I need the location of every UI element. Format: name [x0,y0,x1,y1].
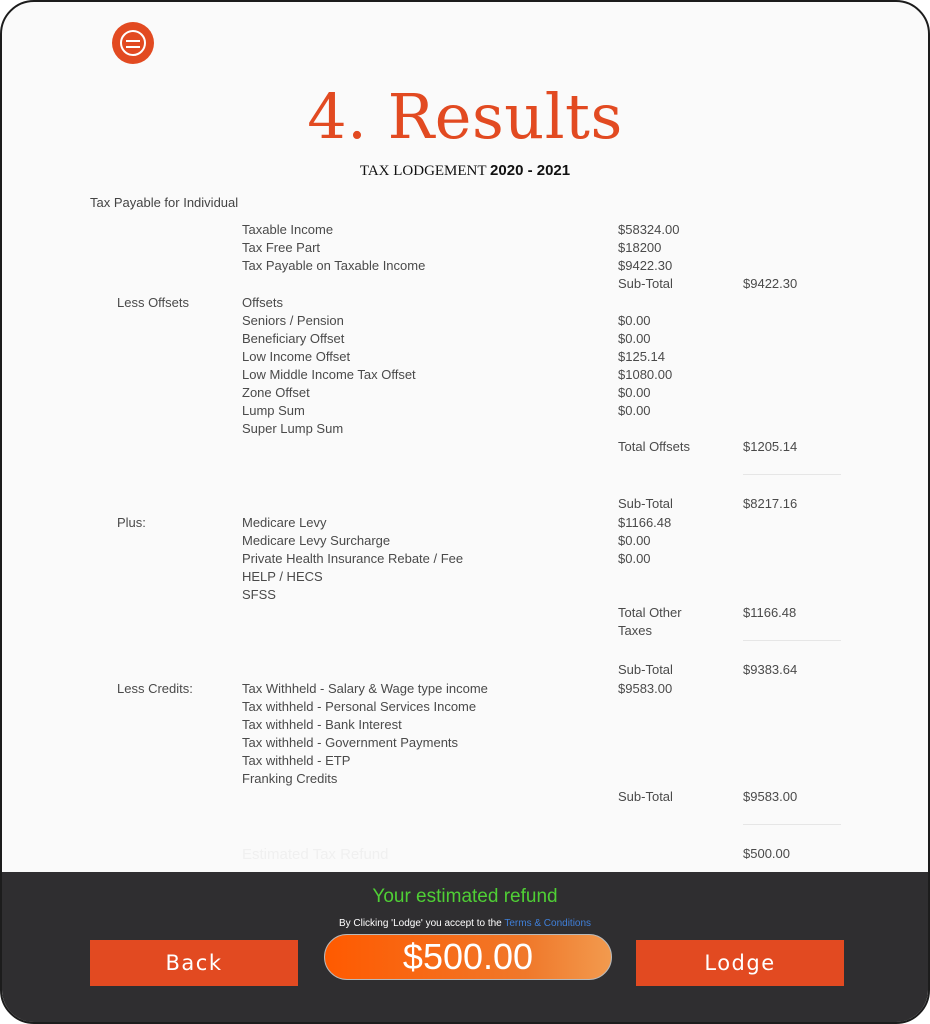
row-label: Tax withheld - Government Payments [242,735,459,750]
total-offsets-value: $1205.14 [743,439,798,454]
group-label-less-credits: Less Credits: [117,681,193,696]
row-value: $1166.48 [618,515,672,530]
terms-prefix: By Clicking 'Lodge' you accept to the [338,918,505,929]
row-label: Low Income Offset [242,349,351,364]
row-label: Zone Offset [242,385,310,400]
total-offsets-label: Total Offsets [618,439,691,454]
estimated-refund-value: $500.00 [743,846,790,861]
row-label: Private Health Insurance Rebate / Fee [242,551,464,566]
row-label: Tax withheld - Personal Services Income [242,699,477,714]
subtotal-label: Sub-Total [618,276,673,291]
row-value: $0.00 [618,533,651,548]
row-label: Medicare Levy [242,515,327,530]
subtotal-label: Sub-Total [618,496,673,511]
subtotal-value: $9583.00 [743,789,798,804]
row-value: $9583.00 [618,681,673,696]
estimated-refund-label: Estimated Tax Refund [242,846,389,863]
hamburger-menu-icon [120,30,146,56]
subtotal-value: $9383.64 [743,662,798,677]
lodge-button[interactable]: Lodge [636,940,844,986]
row-label: Tax Free Part [242,240,321,255]
row-label: Offsets [242,295,283,310]
menu-button[interactable] [112,22,154,64]
group-label-plus: Plus: [117,515,146,530]
total-other-taxes-label: Total Other [618,605,682,620]
subtotal-label: Sub-Total [618,662,673,677]
row-label: Medicare Levy Surcharge [242,533,391,548]
row-label: HELP / HECS [242,569,323,584]
row-value: $58324.00 [618,222,680,237]
row-label: Beneficiary Offset [242,331,345,346]
row-value: $0.00 [618,331,651,346]
row-value: $18200 [618,240,662,255]
subtitle-year: 2020 - 2021 [490,162,571,179]
row-value: $0.00 [618,551,651,566]
row-label: Lump Sum [242,403,305,418]
row-label: Franking Credits [242,771,338,786]
subtotal-value: $8217.16 [743,496,798,511]
group-label-less-offsets: Less Offsets [117,295,190,310]
row-value: $125.14 [618,349,665,364]
page-subtitle [2,162,928,180]
row-value: $9422.30 [618,258,673,273]
divider [743,824,841,825]
row-label: SFSS [242,587,276,602]
back-button[interactable]: Back [90,940,298,986]
row-label: Tax withheld - Bank Interest [242,717,402,732]
terms-link[interactable]: Terms & Conditions [504,918,592,929]
row-label: Tax Payable on Taxable Income [242,258,426,273]
total-other-taxes-label-2: Taxes [618,623,652,638]
page-title: 4. Results [307,80,623,153]
row-label: Seniors / Pension [242,313,344,328]
subtotal-value: $9422.30 [743,276,798,291]
row-label: Super Lump Sum [242,421,344,436]
row-value: $1080.00 [618,367,673,382]
divider [743,474,841,475]
row-value: $0.00 [618,313,651,328]
terms-notice [2,918,928,929]
subtitle-prefix: TAX LODGEMENT [359,163,491,179]
row-label: Tax withheld - ETP [242,753,351,768]
row-label: Taxable Income [242,222,334,237]
row-label: Low Middle Income Tax Offset [242,367,416,382]
refund-amount-display: $500.00 [324,934,612,980]
estimated-refund-heading: Your estimated refund [372,886,558,907]
total-other-taxes-value: $1166.48 [743,605,797,620]
row-value: $0.00 [618,385,651,400]
row-value: $0.00 [618,403,651,418]
section-title: Tax Payable for Individual [90,195,239,210]
subtotal-label: Sub-Total [618,789,673,804]
divider [743,640,841,641]
row-label: Tax Withheld - Salary & Wage type income [242,681,488,696]
